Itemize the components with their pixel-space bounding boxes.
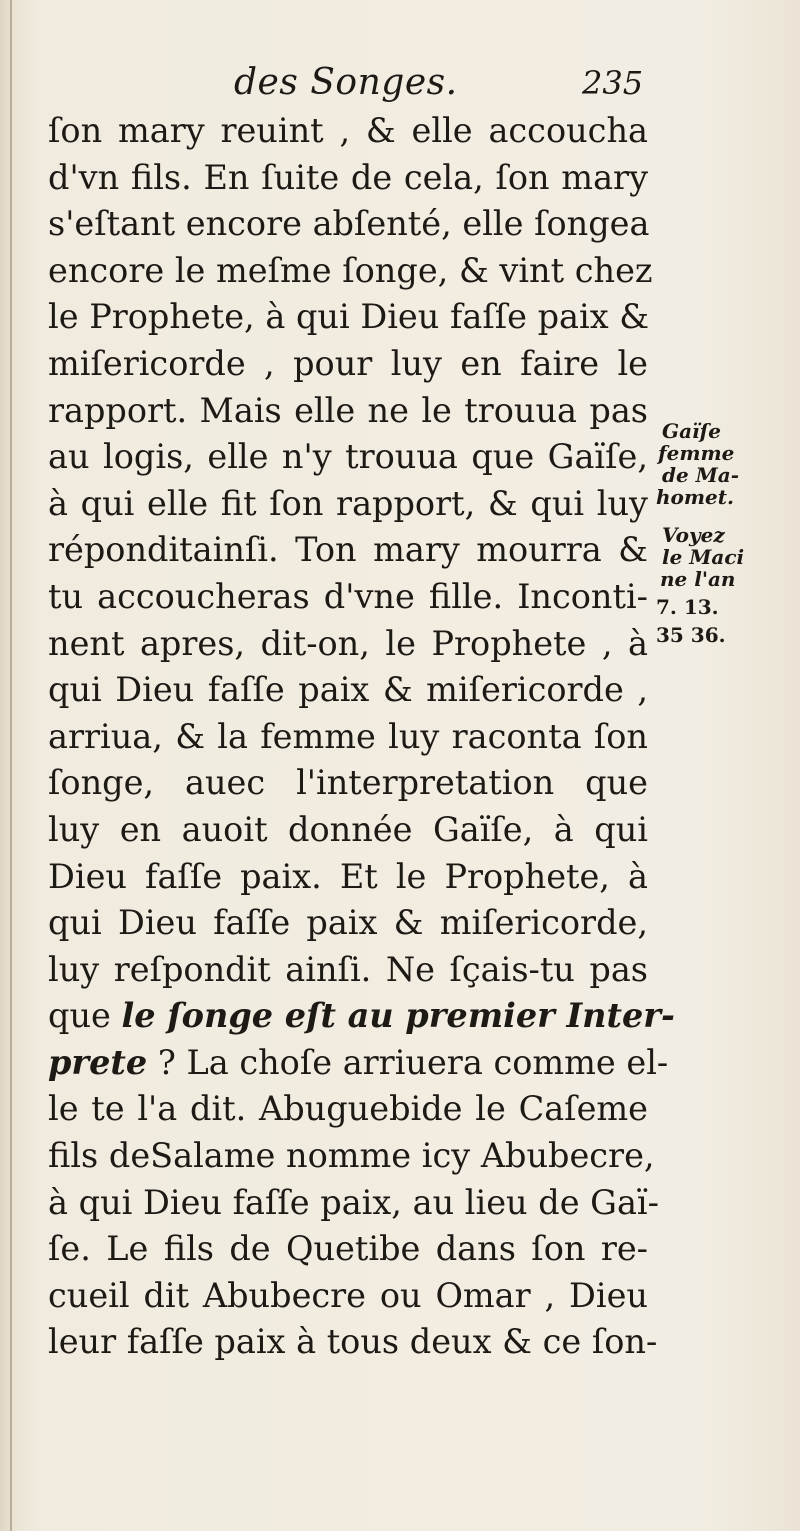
body-text xyxy=(48,108,675,1366)
text-line: leur faſſe paix à tous deux & ce ſon- xyxy=(48,1322,658,1362)
margin-note: 7. 13. xyxy=(656,595,719,619)
text-line: Dieu faſſe paix. Et le Prophete, à xyxy=(48,856,648,896)
text-line: au logis, elle n'y trouua que Gaïſe, xyxy=(48,437,648,477)
text-line: fils deSalame nomme icy Abubecre, xyxy=(48,1136,655,1176)
margin-note: 35 36. xyxy=(656,623,726,647)
text-line: réponditainſi. Ton mary mourra & xyxy=(48,530,648,570)
text-span: ? La choſe arriuera comme el- xyxy=(147,1042,669,1082)
italic-quote: le ſonge eſt au premier Inter- xyxy=(121,996,675,1036)
text-line: arriua, & la femme luy raconta ſon xyxy=(48,716,648,756)
text-line: ſonge, auec l'interpretation que xyxy=(48,763,648,803)
page-header xyxy=(0,62,800,112)
text-line: d'vn fils. En ſuite de cela, ſon mary xyxy=(48,157,648,197)
text-line: ſon mary reuint , & elle accoucha xyxy=(48,111,648,150)
gutter-shadow xyxy=(10,0,12,1531)
text-line: miſericorde , pour luy en faire le xyxy=(48,343,648,383)
margin-note: femme xyxy=(658,441,735,465)
text-line: le Prophete, à qui Dieu faſſe paix & xyxy=(48,297,650,337)
margin-notes xyxy=(656,420,786,646)
margin-note: le Maci xyxy=(662,545,745,569)
text-line-with-quote xyxy=(48,1040,669,1087)
text-line: nent apres, dit-on, le Prophete , à xyxy=(48,623,648,663)
text-line: qui Dieu faſſe paix & miſericorde, xyxy=(48,903,648,943)
text-line: cueil dit Abubecre ou Omar , Dieu xyxy=(48,1275,648,1315)
text-line: luy reſpondit ainſi. Ne ſçais-tu pas xyxy=(48,949,648,989)
text-line: rapport. Mais elle ne le trouua pas xyxy=(48,390,648,430)
text-line: à qui Dieu faſſe paix, au lieu de Gaï- xyxy=(48,1182,659,1222)
margin-note: Voyez xyxy=(662,523,725,547)
text-line: qui Dieu faſſe paix & miſericorde , xyxy=(48,670,648,710)
text-line: tu accoucheras d'vne fille. Inconti- xyxy=(48,576,648,616)
running-title: des Songes. xyxy=(234,62,458,103)
margin-note: ne l'an xyxy=(660,567,736,591)
text-line-with-quote xyxy=(48,993,675,1040)
text-line: encore le meſme ſonge, & vint chez xyxy=(48,250,653,290)
text-line: le te l'a dit. Abuguebide le Caſeme xyxy=(48,1089,648,1129)
page-number: 235 xyxy=(582,64,644,102)
text-line: à qui elle fit ſon rapport, & qui luy xyxy=(48,483,648,523)
margin-note: de Ma- xyxy=(662,463,740,487)
text-line: ſe. Le fils de Quetibe dans ſon re- xyxy=(48,1229,648,1269)
italic-quote: prete xyxy=(48,1042,148,1082)
margin-note: homet. xyxy=(656,485,734,509)
text-line: s'eſtant encore abſenté, elle ſongea xyxy=(48,204,650,244)
text-line: luy en auoit donnée Gaïſe, à qui xyxy=(48,809,648,849)
margin-note: Gaïſe xyxy=(662,419,721,443)
text-span: que xyxy=(48,996,122,1036)
